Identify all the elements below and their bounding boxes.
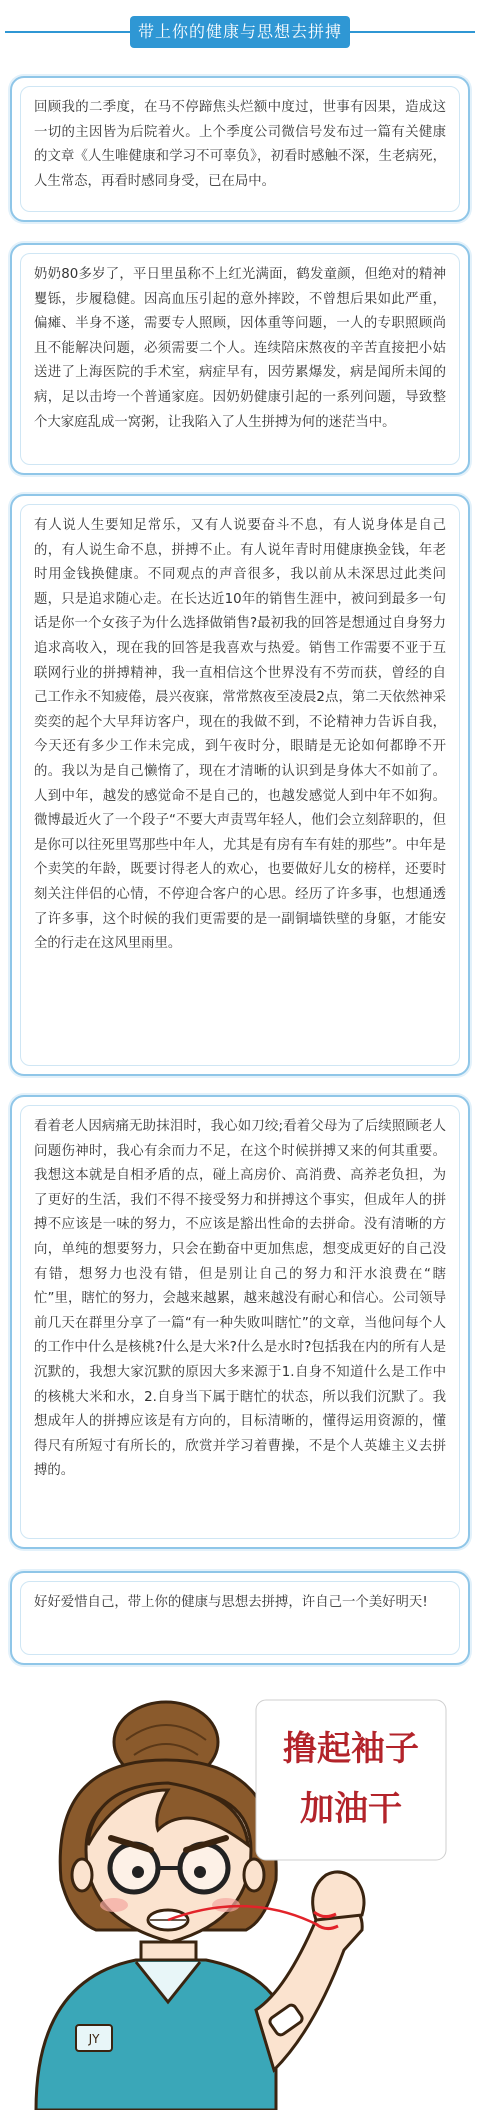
paragraph-card-1 [10, 76, 470, 222]
paragraph-card-3 [10, 494, 470, 1076]
fist [313, 1872, 364, 1920]
page-title: 带上你的健康与思想去拼搏 [130, 16, 350, 48]
cartoon-illustration [16, 1680, 462, 2110]
paragraph-text: 好好爱惜自己，带上你的健康与思想去拼搏，许自己一个美好明天! [34, 1595, 428, 1610]
paragraph-card-5 [10, 1571, 470, 1665]
paragraph-text: 奶奶80多岁了，平日里虽称不上红光满面，鹤发童颜，但绝对的精神矍铄，步履稳健。因高血压引起的意外摔跤，不曾想后果如此严重，偏瘫、半身不遂，需要专人照顾，因体重等问题，一人的专职照顾尚且不能解决问题，必须需要二个人。连续陪床熬夜的辛苦直接把小姑送进了上海医院的手术室，病症早有，因劳累爆发，病是闻所未闻的病，足以击垮一个普通家庭。因奶奶健康引起的一系列问题，导致整个大家庭乱成一窝粥，让我陷入了人生拼搏为何的迷茫当中。 [34, 267, 446, 430]
paragraph-card-2 [10, 243, 470, 475]
shirt-badge: JY [88, 2032, 100, 2046]
slogan-line-2: 加油干 [300, 1789, 402, 1829]
paragraph-card-4 [10, 1095, 470, 1549]
woman-rolling-sleeves-image [16, 1680, 462, 2110]
title-banner [0, 10, 480, 54]
slogan-sign [256, 1700, 446, 1860]
slogan-line-1: 撸起袖子 [283, 1729, 419, 1769]
raised-arm [256, 1900, 362, 2070]
paragraph-text: 看着老人因病痛无助抹泪时，我心如刀绞;看着父母为了后续照顾老人问题伤神时，我心有余而力不足，在这个时候拼搏又来的何其重要。我想这本就是自相矛盾的点，碰上高房价、高消费、高养老负担，为了更好的生活，我们不得不接受努力和拼搏这个事实，但成年人的拼搏不应该是一味的努力，不应该是豁出性命的去拼命。没有清晰的方向，单纯的想要努力，只会在勤奋中更加焦虑，想变成更好的自己没有错，想努力也没有错，但是别让自己的努力和汗水浪费在“瞎忙”里，瞎忙的努力，会越来越累，越来越没有耐心和信心。公司领导前几天在群里分享了一篇“有一种失败叫瞎忙”的文章，当他问每个人的工作中什么是核桃?什么是大米?什么是水时?包括我在内的所有人是沉默的，我想大家沉默的原因大多来源于1.自身不知道什么是工作中的核桃大米和水，2.自身当下属于瞎忙的状态，所以我们沉默了。我想成年人的拼搏应该是有方向的，目标清晰的，懂得运用资源的，懂得尺有所短寸有所长的，欣赏并学习着曹操，不是个人英雄主义去拼搏的。 [34, 1119, 446, 1479]
paragraph-text: 有人说人生要知足常乐，又有人说要奋斗不息，有人说身体是自己的，有人说生命不息，拼搏不止。有人说年青时用健康换金钱，年老时用金钱换健康。不同观点的声音很多，我以前从未深思过此类问题，只是追求随心走。在长达近10年的销售生涯中，被问到最多一句话是你一个女孩子为什么选择做销售?最初我的回答是想通过自身努力追求高收入，现在我的回答是我喜欢与热爱。销售工作需要不亚于互联网行业的拼搏精神，我一直相信这个世界没有不劳而获，曾经的自己工作永不知疲倦，晨兴夜寐，常常熬夜至凌晨2点，第二天依然神采奕奕的起个大早拜访客户，现在的我做不到，不论精神力告诉自我，今天还有多少工作未完成，到午夜时分，眼睛是无论如何都睁不开的。我以为是自己懒惰了，现在才清晰的认识到是身体大不如前了。人到中年，越发的感觉命不是自己的，也越发感觉人到中年不如狗。微博最近火了一个段子“不要大声责骂年轻人，他们会立刻辞职的，但是你可以往死里骂那些中年人，尤其是有房有车有娃的那些”。中年是个卖笑的年龄，既要讨得老人的欢心，也要做好儿女的榜样，还要时刻关注伴侣的心情，不停迎合客户的心思。经历了许多事，也想通透了许多事，这个时候的我们更需要的是一副铜墙铁壁的身躯，才能安全的行走在这风里雨里。 [34, 518, 446, 952]
paragraph-text: 回顾我的二季度，在马不停蹄焦头烂额中度过，世事有因果，造成这一切的主因皆为后院着火。上个季度公司微信号发布过一篇有关健康的文章《人生唯健康和学习不可辜负》，初看时感触不深，生老病死，人生常态，再看时感同身受，已在局中。 [34, 100, 446, 189]
